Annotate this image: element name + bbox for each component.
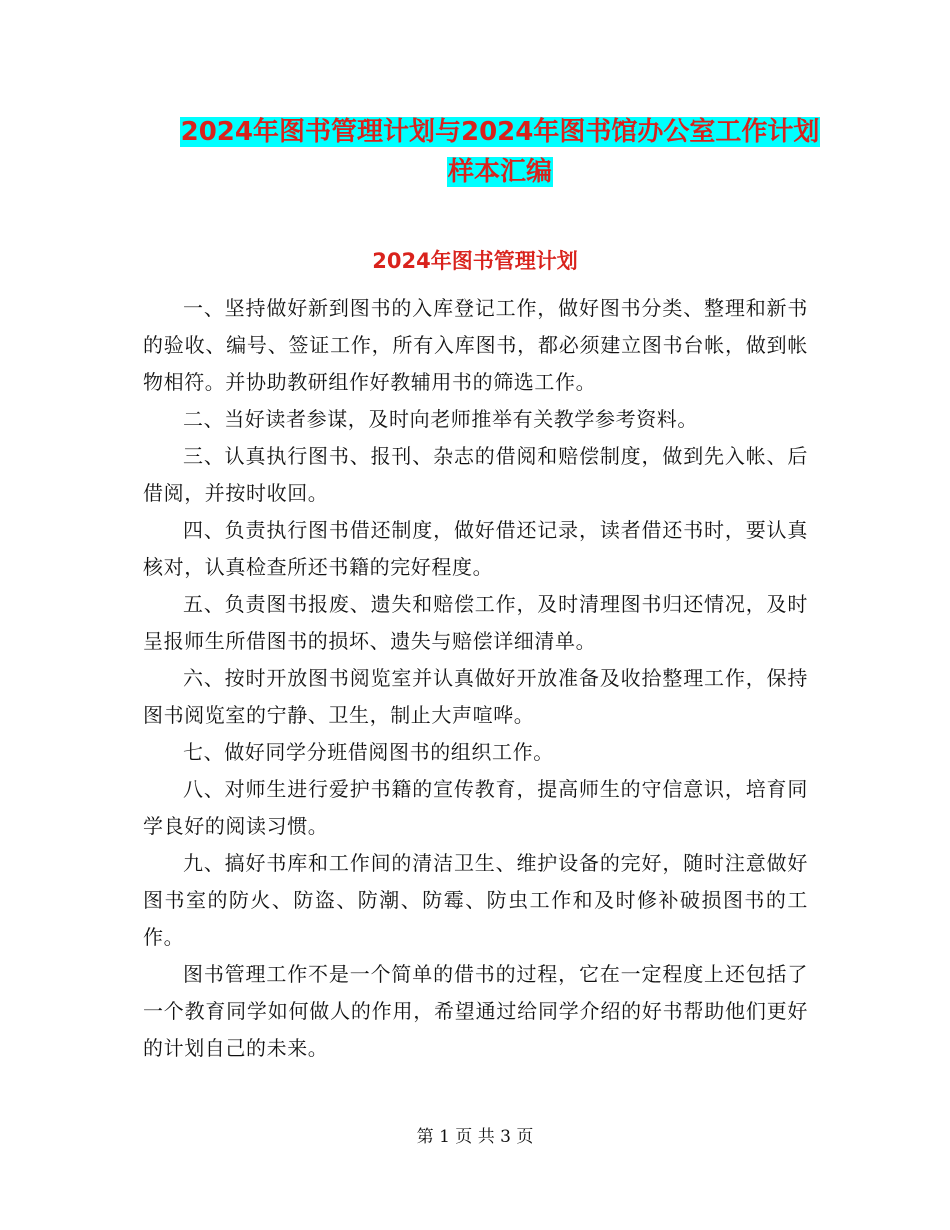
paragraph-3: 三、认真执行图书、报刊、杂志的借阅和赔偿制度，做到先入帐、后借阅，并按时收回。 [143, 444, 808, 505]
document-title-line-2 [100, 154, 900, 190]
title-highlight: 样本汇编 [447, 157, 552, 187]
paragraph-5: 五、负责图书报废、遗失和赔偿工作，及时清理图书归还情况，及时呈报师生所借图书的损坏、遗失与赔偿详细清单。 [143, 592, 808, 653]
paragraph-2: 二、当好读者参谋，及时向老师推举有关教学参考资料。 [183, 407, 698, 431]
paragraph-8: 八、对师生进行爱护书籍的宣传教育，提高师生的守信意识，培育同学良好的阅读习惯。 [143, 777, 808, 838]
document-title-line-1 [100, 114, 900, 150]
paragraph-9: 九、搞好书库和工作间的清洁卫生、维护设备的完好，随时注意做好图书室的防火、防盗、防潮、防霉、防虫工作和及时修补破损图书的工作。 [143, 851, 808, 949]
title-highlight: 2024年图书管理计划与2024年图书馆办公室工作计划 [180, 117, 820, 147]
paragraph-4: 四、负责执行图书借还制度，做好借还记录，读者借还书时，要认真核对，认真检查所还书籍的完好程度。 [143, 518, 808, 579]
paragraph-10: 图书管理工作不是一个简单的借书的过程，它在一定程度上还包括了一个教育同学如何做人的作用，希望通过给同学介绍的好书帮助他们更好的计划自己的未来。 [143, 962, 808, 1060]
document-body [143, 290, 808, 1067]
paragraph-6: 六、按时开放图书阅览室并认真做好开放准备及收拾整理工作，保持图书阅览室的宁静、卫生，制止大声喧哗。 [143, 666, 808, 727]
section-title: 2024年图书管理计划 [372, 249, 578, 273]
paragraph-7: 七、做好同学分班借阅图书的组织工作。 [183, 740, 554, 764]
page-footer: 第 1 页 共 3 页 [416, 1127, 534, 1147]
paragraph-1: 一、坚持做好新到图书的入库登记工作，做好图书分类、整理和新书的验收、编号、签证工作，所有入库图书，都必须建立图书台帐，做到帐物相符。并协助教研组作好教辅用书的筛选工作。 [143, 296, 808, 394]
